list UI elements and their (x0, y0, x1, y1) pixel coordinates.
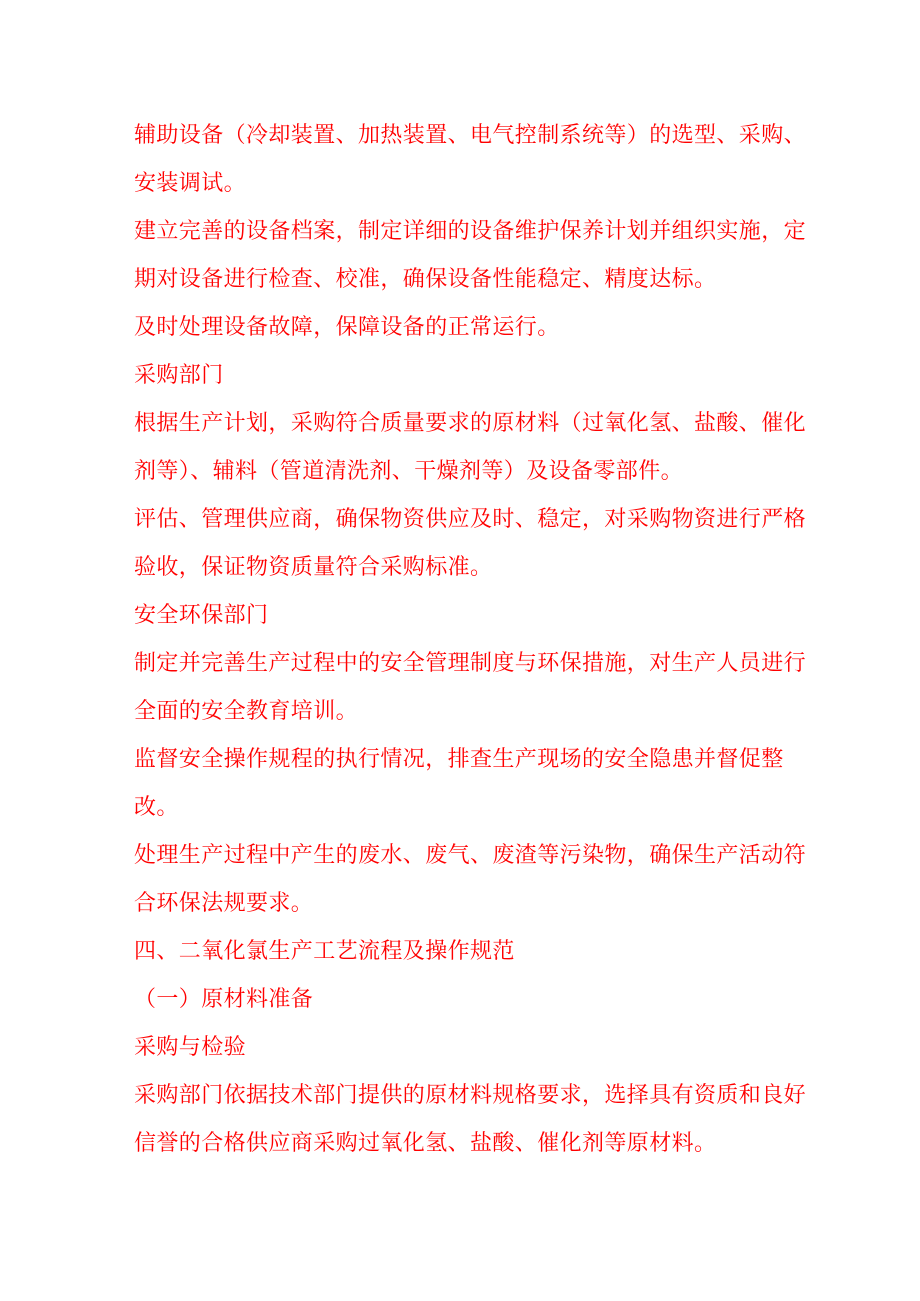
heading-safety-env-dept: 安全环保部门 (134, 603, 269, 628)
paragraph-safety-supervision: 监督安全操作规程的执行情况，排查生产现场的安全隐患并督促整改。 (134, 747, 784, 820)
paragraph-safety-rules: 制定并完善生产过程中的安全管理制度与环保措施，对生产人员进行全面的安全教育培训。 (134, 651, 807, 724)
paragraph-pollutant-handling: 处理生产过程中产生的废水、废气、废渣等污染物，确保生产活动符合环保法规要求。 (134, 843, 807, 916)
paragraph-supplier-management: 评估、管理供应商，确保物资供应及时、稳定，对采购物资进行严格验收，保证物资质量符合采购标准。 (134, 507, 807, 580)
heading-purchasing-dept: 采购部门 (134, 363, 224, 388)
paragraph-fault-handling: 及时处理设备故障，保障设备的正常运行。 (134, 315, 560, 340)
paragraph-qualified-suppliers: 采购部门依据技术部门提供的原材料规格要求，选择具有资质和良好信誉的合格供应商采购过氧化氢、盐酸、催化剂等原材料。 (134, 1083, 807, 1156)
document-body (134, 112, 806, 1168)
paragraph-purchase-materials: 根据生产计划，采购符合质量要求的原材料（过氧化氢、盐酸、催化剂等）、辅料（管道清洗剂、干燥剂等）及设备零部件。 (134, 411, 807, 484)
heading-raw-material-prep: （一）原材料准备 (134, 987, 314, 1012)
heading-purchase-inspection: 采购与检验 (134, 1035, 247, 1060)
paragraph-aux-equipment: 辅助设备（冷却装置、加热装置、电气控制系统等）的选型、采购、安装调试。 (134, 123, 807, 196)
paragraph-equipment-archive: 建立完善的设备档案，制定详细的设备维护保养计划并组织实施，定期对设备进行检查、校准，确保设备性能稳定、精度达标。 (134, 219, 807, 292)
heading-section-four: 四、二氧化氯生产工艺流程及操作规范 (134, 939, 515, 964)
